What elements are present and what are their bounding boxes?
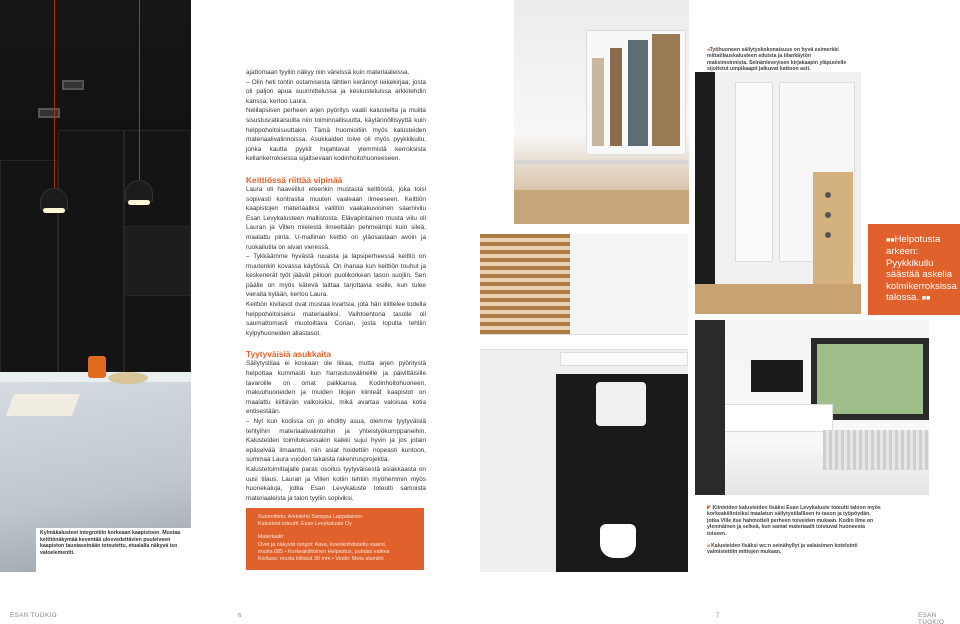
article-column: [246, 68, 426, 503]
laundry-chute-photo: [695, 72, 861, 314]
lamp-glow: [43, 208, 65, 213]
page-number-right: 7: [716, 612, 720, 619]
info-line: Kalusteet toteutti: Esan Levykaluste Oy: [258, 521, 352, 528]
ceiling-spotlight: [62, 80, 84, 90]
paragraph: – Tykkäämme hyvästä ruuasta ja lapsiperheessä keittiö on muutenkin kovassa käytössä. On ihanaa kun keittiön touhut ja keskenerät työt jäävät piiloon puolikorkean tason suojiin. Sen päälle on myös kätevä laittaa tarjottavia esille, kun tulee vieraita kylään, kertoo Laura.: [246, 253, 426, 299]
pullquote: ■■Helpotusta arkeen: Pyykkikuilu säästää askelia kolmikerroksissa talossa. ■■: [868, 224, 960, 315]
open-magazine: [6, 394, 80, 416]
kitchen-photo: [0, 0, 191, 572]
caption-wc: ◂ Kalusteiden lisäksi wc:n seinähyllyt ja valaisimen kotelointi valmistettiin mittojen mukaan.: [707, 543, 858, 556]
info-line: musta 085 • Korkeakiiltoinen Helpastus, puhdas valkea: [258, 548, 390, 555]
lamp-cord: [54, 0, 55, 188]
desk-and-wc-photo: [480, 234, 688, 572]
quote-close-icon: ■■: [921, 295, 931, 303]
footer-brand-right: ESAN TUOKIO: [918, 612, 945, 624]
paragraph: ajattomaan tyyliin näkyy niin väreissä kuin materiaaleissa.: [246, 69, 410, 76]
info-box: [246, 508, 424, 570]
caption-living: ◤ Kiinteiden kalusteiden lisäksi Esan Levykaluste toteutti taloon myös korkeakiiltoisiksi maalatun säilytystilallisen tv-tason ja työpöydän, jotka Ville itse hahmotteli perheen toiveiden mukaan. Kodin ilme on ylenmäinen ja selkeä, kun samat materiaalit toistuvat huoneesta toiseen.: [707, 505, 881, 537]
paragraph: – Olin heti tontin ostamisesta lähtien kerännyt leikekirjaa, josta oli paljon apua suunnittelussa ja keskusteluissa arkkitehdin kanssa, kertoo Laura.: [246, 78, 426, 105]
info-line: Materiaalit:: [258, 534, 285, 541]
section-heading: Keittiössä riittää vipinää: [246, 174, 343, 185]
living-room-photo: [695, 320, 929, 495]
info-line: Ovet ja näkyvät rungot: Aava, kuviokohdistettu saarni,: [258, 541, 387, 548]
footer-brand-left: ESAN TUOKIO: [10, 612, 57, 619]
kitchen-caption: Kylmäkalusteet integroitiin korkeaan kaapistoon. Mustaa keittiönäkymää keventää ulosvedettävien puuleiveen kaapiston taustaseinään toteutettu, etualalla näkyvä iso valoelementti.: [36, 528, 191, 572]
quote-open-icon: ■■: [886, 237, 895, 244]
oven: [124, 226, 191, 296]
caption-marker-icon: ◂: [707, 47, 710, 53]
info-line: Suunnittelu: Arkkitehti Samppa Lappalainen: [258, 514, 363, 520]
caption-study: ◂Työhuoneen säilytyskokonaisuus on hyvä esimerkki mittatilauskalusteen eduista ja tilankäytön maksimoinnista. Seinänleveyisen kirjakaapin yläpuolelle sijoitetut umpikaapit jatkuvat kattoon asti.: [707, 47, 847, 73]
caption-marker-icon: ◂: [707, 543, 710, 550]
bread-plate: [108, 372, 148, 384]
page-number-left: 6: [238, 612, 242, 619]
paragraph: Nelilapsisen perheen arjen pyöritys vaatii kalusteilta ja muilta sisustusratkaisuilta niin toiminnallisuutta, käytännöllisyyttä kuin helppohoitoisuuttakin. Tämä huomioitiin myös kalusteiden materiaalivalinnoissa. Asukkaiden toive oli myös pyykkikuilu, jonka kautta pyykit hujahtavat ylemmistä kerroksista kellarikerroksessa sijaitsevaan kodinhoitohuoneeseen.: [246, 107, 426, 163]
paragraph: Keittiön kivitasot ovat mustaa kvartsia, jota hän kiittelee todella helppohoitoiseksi materiaaliksi. Vaihtoehtona tasolle oli saumattomasti muotoiltava Corian, josta lopulta tehtiin kylpyhuoneiden allastasot.: [246, 301, 426, 337]
caption-marker-icon: ◤: [707, 505, 711, 511]
ceiling-spotlight: [38, 108, 60, 118]
lamp-glow: [128, 200, 150, 205]
caption-bottom-group: [707, 505, 882, 556]
lamp-cord: [139, 0, 140, 180]
pendant-lamp: [40, 188, 68, 210]
paragraph: Kalustetoimittajalle paras osoitus tyytyväisestä asiakkaasta on uusi tilaus. Lauran ja Villen kotiin tehtiin myöhemmin myös huonekaluja, jotka Esan Levykaluste toteutti samoista materiaaleista ja talon tyyliin sopiviksi.: [246, 465, 426, 502]
study-bookshelf-photo: [514, 0, 689, 224]
paragraph: Laura oli haaveillut eteenkin mustasta keittiöstä, joka toisi sopivasti kontrastia muuten vaaleaan ilmeeseen. Keittiön kaapistojen materiaaliksi valittiin vaakakuvioinen saarnivilu Esan Levykalusteen mallistosta. Elävapintainen musta viilu oli Lauran ja Villen mielestä ilmeeltään pehmeämpi kuin sileä, maalattu pinta. U-mallinen keittiö on yläosastaan avoin ja ruokailutila on aivan vieressä.: [246, 185, 426, 251]
paragraph: Säilytystilaa ei koskaan ole liikaa, mutta arjen pyöritystä helpottaa kummasti kun harrastusvälineille ja päivittäisille tavaroille on omat paikkansa. Kodinhoitohuoneen, makuuhuoneiden ja muiden tilojen kiinteät kaapistot on maalattu kiiltävän valkoisiksi, mikä avartaa valoisaa kotia entisestään.: [246, 360, 426, 416]
pendant-lamp: [125, 180, 153, 202]
paragraph: – Nyt kun kodissa on jo ehditty asua, olemme tyytyväisiä tehtyihin materiaalivalintoihin ja yhteistyökumppaneihin. Kalusteiden toimituksessakin kaikki sujui hyvin ja jos jotain epäselvää ilmaantui, niin asiat hoidettiin nopeasti kuntoon, summaa Laura vuoden takaista rakennusprojektia.: [246, 418, 426, 464]
cabinet-column: [58, 130, 124, 380]
section-heading: Tyytyväisiä asukkaita: [246, 349, 332, 360]
info-line: Kivitaso: musta kiiltävä 30 mm • Vedin: Meta alumiini: [258, 556, 384, 563]
orange-cup: [88, 356, 106, 378]
